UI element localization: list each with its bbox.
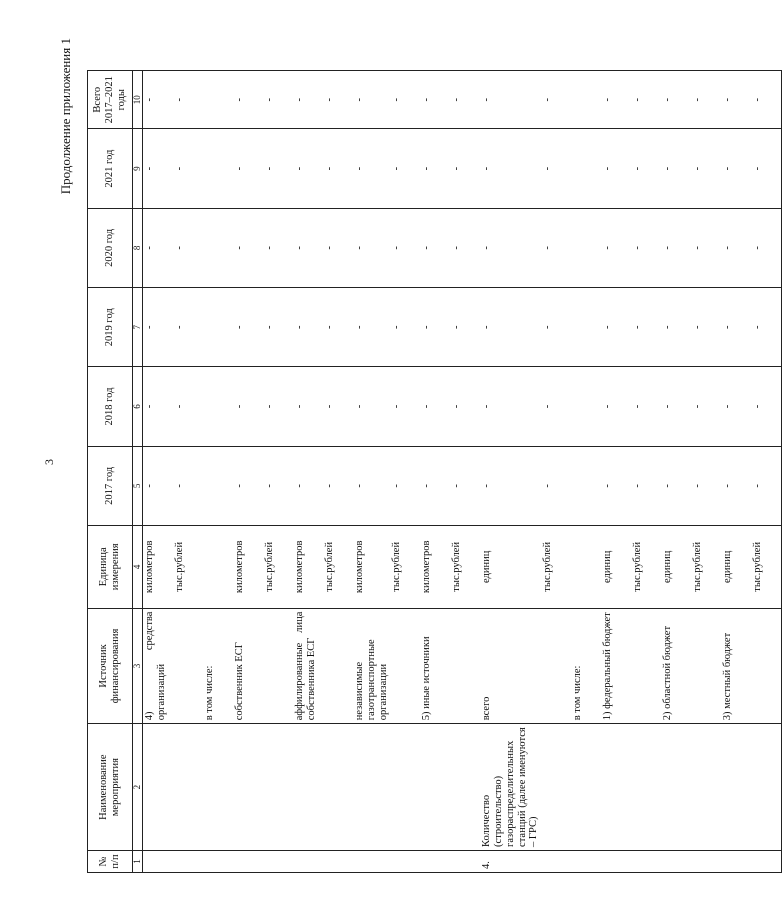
year-value: - (173, 367, 203, 446)
year-value: - (661, 446, 691, 525)
measure-name (143, 724, 174, 851)
table-header-row (88, 71, 133, 873)
funding-source: 3) местный бюджет (721, 608, 751, 724)
year-value: - (390, 446, 420, 525)
table-row (420, 71, 450, 873)
table-row (450, 71, 480, 873)
unit-of-measure (571, 526, 601, 609)
year-value: - (173, 288, 203, 367)
funding-source (541, 608, 571, 724)
row-number (661, 850, 691, 872)
table-row (691, 71, 721, 873)
table-row (661, 71, 691, 873)
year-value: - (480, 71, 541, 129)
year-value: - (480, 288, 541, 367)
row-number (353, 850, 390, 872)
funding-source (691, 608, 721, 724)
column-number: 1 (133, 850, 143, 872)
year-value: - (143, 367, 174, 446)
year-value: - (293, 446, 323, 525)
measure-name (353, 724, 390, 851)
year-value: - (601, 71, 631, 129)
measure-name (323, 724, 353, 851)
column-number: 9 (133, 129, 143, 208)
table-row (233, 71, 263, 873)
measure-name (450, 724, 480, 851)
year-value: - (323, 129, 353, 208)
unit-of-measure: единиц (601, 526, 631, 609)
row-number (390, 850, 420, 872)
unit-of-measure: единиц (480, 526, 541, 609)
funding-source (323, 608, 353, 724)
unit-of-measure: тыс.рублей (263, 526, 293, 609)
year-value: - (541, 446, 571, 525)
year-value: - (691, 208, 721, 287)
year-value: - (450, 129, 480, 208)
measure-name (173, 724, 203, 851)
year-value: - (691, 446, 721, 525)
column-header: Единица измерения (88, 526, 133, 609)
year-value: - (420, 446, 450, 525)
program-table (87, 70, 782, 873)
unit-of-measure (203, 526, 233, 609)
column-number: 2 (133, 724, 143, 851)
funding-source (173, 608, 203, 724)
year-value: - (323, 288, 353, 367)
year-value: - (631, 129, 661, 208)
year-value: - (353, 288, 390, 367)
year-value: - (691, 288, 721, 367)
year-value: - (721, 129, 751, 208)
year-value: - (353, 71, 390, 129)
row-number (601, 850, 631, 872)
year-value (203, 288, 233, 367)
table-row (571, 71, 601, 873)
year-value: - (480, 208, 541, 287)
column-header: 2019 год (88, 288, 133, 367)
unit-of-measure: километров (293, 526, 323, 609)
unit-of-measure: единиц (661, 526, 691, 609)
funding-source (751, 608, 782, 724)
year-value: - (601, 367, 631, 446)
year-value: - (601, 288, 631, 367)
table-row (751, 71, 782, 873)
year-value (571, 288, 601, 367)
year-value: - (143, 129, 174, 208)
unit-of-measure: километров (233, 526, 263, 609)
year-value (571, 129, 601, 208)
table-row (390, 71, 420, 873)
year-value: - (691, 367, 721, 446)
year-value: - (601, 208, 631, 287)
unit-of-measure: километров (353, 526, 390, 609)
year-value: - (263, 288, 293, 367)
year-value: - (631, 446, 661, 525)
row-number (143, 850, 174, 872)
table-row (721, 71, 751, 873)
year-value (571, 446, 601, 525)
year-value: - (293, 367, 323, 446)
column-header: Всего 2017–2021 годы (88, 71, 133, 129)
measure-name (721, 724, 751, 851)
year-value: - (751, 446, 782, 525)
column-number: 3 (133, 608, 143, 724)
year-value: - (323, 367, 353, 446)
unit-of-measure: тыс.рублей (323, 526, 353, 609)
table-row (323, 71, 353, 873)
funding-source (450, 608, 480, 724)
table-row (631, 71, 661, 873)
year-value: - (450, 446, 480, 525)
table-row (263, 71, 293, 873)
funding-source: 5) иные источники (420, 608, 450, 724)
measure-name (631, 724, 661, 851)
column-number: 6 (133, 367, 143, 446)
year-value: - (661, 288, 691, 367)
year-value (571, 71, 601, 129)
year-value: - (353, 208, 390, 287)
year-value: - (541, 288, 571, 367)
measure-name (263, 724, 293, 851)
column-header: 2021 год (88, 129, 133, 208)
year-value: - (450, 367, 480, 446)
year-value: - (691, 129, 721, 208)
year-value: - (323, 208, 353, 287)
year-value: - (480, 367, 541, 446)
year-value: - (233, 288, 263, 367)
row-number (420, 850, 450, 872)
table-row (480, 71, 541, 873)
year-value: - (263, 129, 293, 208)
measure-name (601, 724, 631, 851)
year-value: - (751, 208, 782, 287)
measure-name (203, 724, 233, 851)
funding-source (390, 608, 420, 724)
year-value: - (353, 367, 390, 446)
year-value: - (233, 208, 263, 287)
year-value: - (173, 446, 203, 525)
unit-of-measure: километров (143, 526, 174, 609)
row-number (293, 850, 323, 872)
year-value: - (263, 208, 293, 287)
year-value: - (541, 129, 571, 208)
year-value (203, 71, 233, 129)
row-number (450, 850, 480, 872)
year-value: - (173, 129, 203, 208)
year-value: - (263, 367, 293, 446)
funding-source: аффилированные лица собственника ЕСГ (293, 608, 323, 724)
funding-source: всего (480, 608, 541, 724)
year-value: - (420, 288, 450, 367)
year-value: - (293, 208, 323, 287)
year-value: - (721, 208, 751, 287)
measure-name (420, 724, 450, 851)
unit-of-measure: тыс.рублей (541, 526, 571, 609)
funding-source: в том числе: (203, 608, 233, 724)
year-value: - (293, 71, 323, 129)
year-value: - (143, 288, 174, 367)
year-value: - (541, 71, 571, 129)
year-value: - (450, 71, 480, 129)
year-value: - (721, 446, 751, 525)
year-value: - (233, 446, 263, 525)
column-header: Наименование мероприятия (88, 724, 133, 851)
funding-source (631, 608, 661, 724)
page-number: 3 (42, 459, 56, 465)
column-number-row (133, 71, 143, 873)
year-value: - (420, 208, 450, 287)
funding-source: 1) федеральный бюджет (601, 608, 631, 724)
year-value: - (631, 367, 661, 446)
year-value: - (541, 367, 571, 446)
column-number: 7 (133, 288, 143, 367)
year-value: - (323, 446, 353, 525)
year-value: - (541, 208, 571, 287)
column-header: 2020 год (88, 208, 133, 287)
measure-name (390, 724, 420, 851)
year-value: - (420, 367, 450, 446)
table-row (173, 71, 203, 873)
funding-source: независимые газотранспортные организации (353, 608, 390, 724)
row-number (323, 850, 353, 872)
year-value (203, 446, 233, 525)
measure-name (541, 724, 571, 851)
continuation-caption: Продолжение приложения 1 (58, 38, 73, 195)
measure-name (233, 724, 263, 851)
unit-of-measure: тыс.рублей (751, 526, 782, 609)
row-number (173, 850, 203, 872)
year-value: - (233, 367, 263, 446)
measure-name: Количество (строительство) газораспределительных станций (далее именуются – ГРС) (480, 724, 541, 851)
year-value (203, 208, 233, 287)
column-number: 5 (133, 446, 143, 525)
measure-name (293, 724, 323, 851)
funding-source (263, 608, 293, 724)
year-value: - (601, 446, 631, 525)
column-number: 10 (133, 71, 143, 129)
column-number: 4 (133, 526, 143, 609)
year-value: - (661, 367, 691, 446)
unit-of-measure: тыс.рублей (691, 526, 721, 609)
year-value: - (661, 208, 691, 287)
year-value: - (390, 367, 420, 446)
measure-name (751, 724, 782, 851)
year-value: - (450, 288, 480, 367)
year-value: - (751, 367, 782, 446)
year-value: - (480, 446, 541, 525)
year-value: - (420, 129, 450, 208)
year-value: - (353, 446, 390, 525)
unit-of-measure: тыс.рублей (390, 526, 420, 609)
year-value (571, 367, 601, 446)
funding-source: в том числе: (571, 608, 601, 724)
year-value (203, 367, 233, 446)
year-value: - (721, 71, 751, 129)
year-value: - (631, 71, 661, 129)
year-value: - (143, 71, 174, 129)
measure-name (691, 724, 721, 851)
year-value: - (173, 208, 203, 287)
unit-of-measure: тыс.рублей (631, 526, 661, 609)
column-header: 2017 год (88, 446, 133, 525)
year-value: - (173, 71, 203, 129)
measure-name (571, 724, 601, 851)
year-value: - (631, 208, 661, 287)
row-number (233, 850, 263, 872)
year-value: - (450, 208, 480, 287)
row-number (571, 850, 601, 872)
year-value (571, 208, 601, 287)
year-value: - (143, 208, 174, 287)
row-number (263, 850, 293, 872)
year-value: - (233, 71, 263, 129)
year-value: - (691, 71, 721, 129)
unit-of-measure: тыс.рублей (173, 526, 203, 609)
year-value: - (293, 129, 323, 208)
year-value: - (143, 446, 174, 525)
year-value: - (353, 129, 390, 208)
unit-of-measure: тыс.рублей (450, 526, 480, 609)
year-value: - (751, 129, 782, 208)
row-number (691, 850, 721, 872)
year-value (203, 129, 233, 208)
year-value: - (293, 288, 323, 367)
table-row (353, 71, 390, 873)
year-value: - (390, 129, 420, 208)
year-value: - (480, 129, 541, 208)
year-value: - (661, 129, 691, 208)
year-value: - (631, 288, 661, 367)
year-value: - (751, 71, 782, 129)
year-value: - (233, 129, 263, 208)
row-number (751, 850, 782, 872)
table-row (293, 71, 323, 873)
table-row (601, 71, 631, 873)
year-value: - (751, 288, 782, 367)
column-number: 8 (133, 208, 143, 287)
table-body (143, 71, 782, 873)
funding-source: 4) средства организаций (143, 608, 174, 724)
year-value: - (661, 71, 691, 129)
year-value: - (721, 288, 751, 367)
row-number (631, 850, 661, 872)
row-number: 4. (480, 850, 541, 872)
year-value: - (390, 288, 420, 367)
column-header: 2018 год (88, 367, 133, 446)
year-value: - (263, 446, 293, 525)
column-header: № п/п (88, 850, 133, 872)
year-value: - (323, 71, 353, 129)
unit-of-measure: единиц (721, 526, 751, 609)
year-value: - (721, 367, 751, 446)
row-number (203, 850, 233, 872)
table-row (541, 71, 571, 873)
year-value: - (263, 71, 293, 129)
row-number (541, 850, 571, 872)
unit-of-measure: километров (420, 526, 450, 609)
year-value: - (420, 71, 450, 129)
measure-name (661, 724, 691, 851)
funding-source: собственник ЕСГ (233, 608, 263, 724)
table-row (203, 71, 233, 873)
funding-source: 2) областной бюджет (661, 608, 691, 724)
year-value: - (390, 208, 420, 287)
year-value: - (601, 129, 631, 208)
year-value: - (390, 71, 420, 129)
table-row (143, 71, 174, 873)
row-number (721, 850, 751, 872)
column-header: Источник финансирования (88, 608, 133, 724)
